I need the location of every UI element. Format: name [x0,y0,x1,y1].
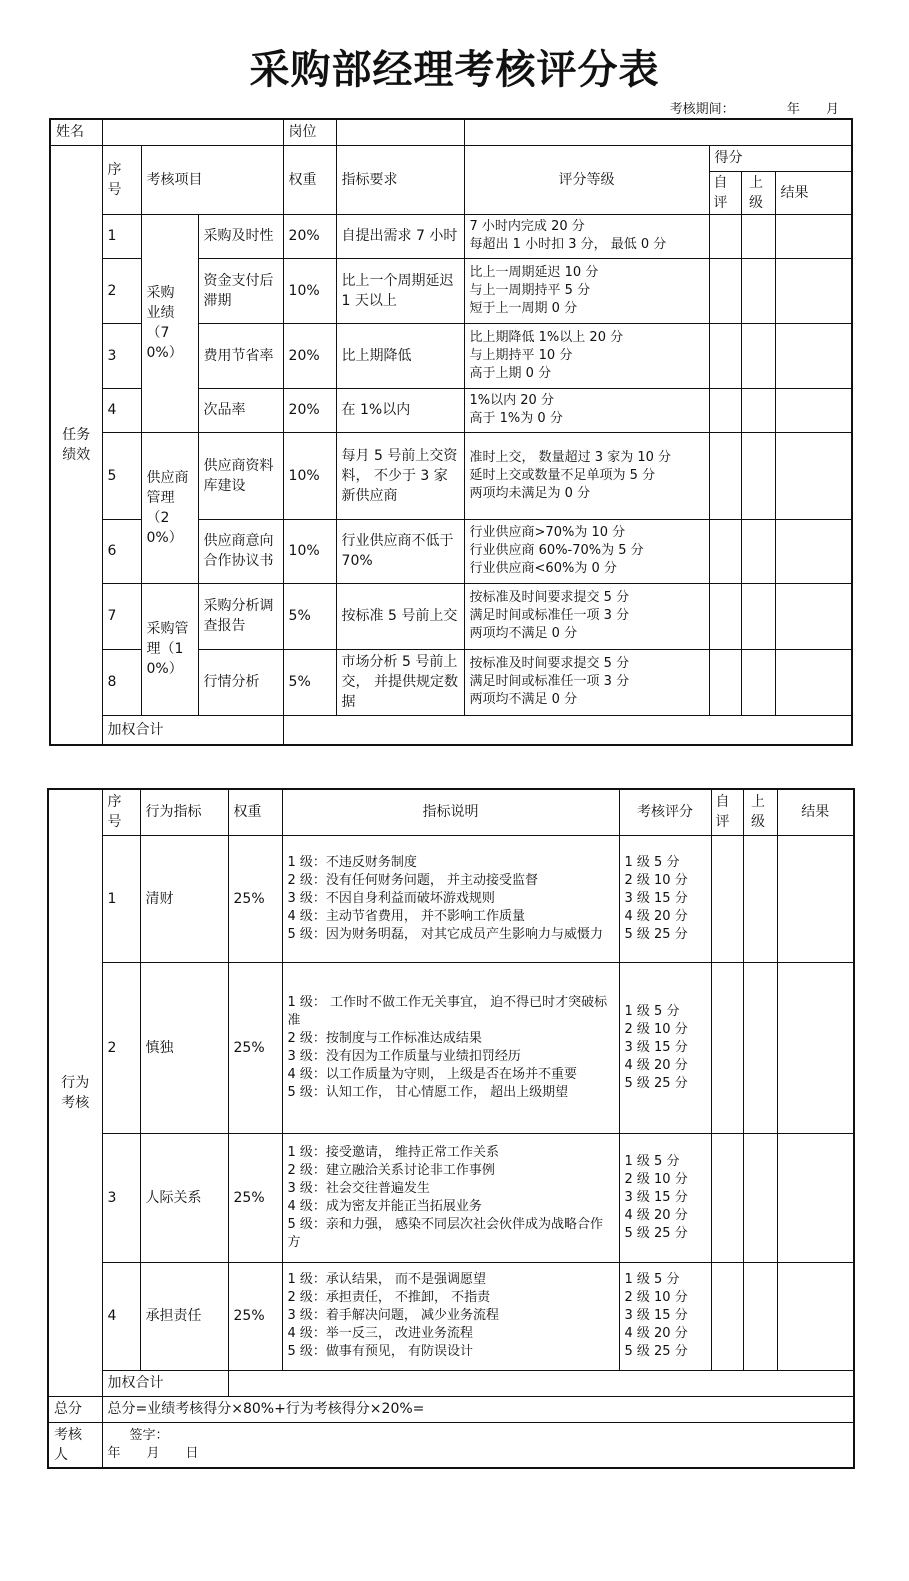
weighted-total-label: 加权合计 [102,715,283,745]
row-item: 供应商意向合作协议书 [198,519,283,583]
position-field-short[interactable] [336,119,464,145]
assessor-signature[interactable] [102,1422,854,1468]
row-no: 4 [102,1262,140,1370]
score-superior[interactable] [741,432,775,519]
row-grade: 比上一周期延迟 10 分 与上一周期持平 5 分 短于上一周期 0 分 [464,258,709,323]
row-grade: 1%以内 20 分 高于 1%为 0 分 [464,388,709,432]
score-self[interactable] [709,258,741,323]
score-self[interactable] [709,214,741,258]
score-superior[interactable] [743,835,777,962]
row-grade: 准时上交， 数量超过 3 家为 10 分 延时上交或数量不足单项为 5 分 两项均未满足为 0 分 [464,432,709,519]
header-description: 指标说明 [282,789,619,835]
table-row [50,715,852,745]
table-row [48,1133,854,1262]
section-label-behavior: 行为考核 [48,789,102,1396]
score-result[interactable] [775,649,852,715]
row-weight: 20% [283,388,336,432]
row-requirement: 行业供应商不低于 70% [336,519,464,583]
row-weight: 5% [283,583,336,649]
section-label-task: 任务绩效 [50,145,102,745]
group-label: 供应商管理（20%） [141,432,198,583]
table-row [48,1262,854,1370]
row-weight: 25% [228,835,282,962]
score-result[interactable] [777,835,854,962]
row-item: 费用节省率 [198,323,283,388]
row-grade: 行业供应商>70%为 10 分 行业供应商 60%-70%为 5 分 行业供应商<60%为 0 分 [464,519,709,583]
header-score: 得分 [709,145,852,171]
table-row [48,835,854,962]
score-result[interactable] [775,323,852,388]
header-weight: 权重 [228,789,282,835]
row-scores: 1 级 5 分 2 级 10 分 3 级 15 分 4 级 20 分 5 级 25 分 [619,835,711,962]
row-indicator: 慎独 [140,962,228,1133]
score-result[interactable] [775,519,852,583]
behavior-assessment-table [47,788,855,1469]
score-superior[interactable] [741,583,775,649]
score-self[interactable] [711,1262,743,1370]
score-result[interactable] [775,388,852,432]
score-self[interactable] [709,583,741,649]
score-result[interactable] [775,258,852,323]
score-result[interactable] [777,1133,854,1262]
row-no: 2 [102,258,141,323]
score-superior[interactable] [741,649,775,715]
row-requirement: 比上期降低 [336,323,464,388]
score-self[interactable] [711,1133,743,1262]
sign-label: 签字： [129,1427,169,1443]
row-weight: 25% [228,1133,282,1262]
row-description: 1 级：接受邀请， 维持正常工作关系 2 级：建立融洽关系讨论非工作事例 3 级：社会交往普遍发生 4 级：成为密友并能正当拓展业务 5 级：亲和力强， 感染不同层次社会伙伴成为战略合作方 [282,1133,619,1262]
row-no: 6 [102,519,141,583]
row-no: 8 [102,649,141,715]
group-label: 采购业绩（70%） [141,214,198,432]
row-no: 1 [102,835,140,962]
position-field[interactable] [464,119,852,145]
row-grade: 按标准及时间要求提交 5 分 满足时间或标准任一项 3 分 两项均不满足 0 分 [464,583,709,649]
header-seq: 序号 [102,789,140,835]
score-self[interactable] [709,519,741,583]
score-self[interactable] [711,962,743,1133]
header-superior: 上级 [743,789,777,835]
row-no: 3 [102,1133,140,1262]
row-indicator: 人际关系 [140,1133,228,1262]
row-no: 7 [102,583,141,649]
score-result[interactable] [775,214,852,258]
table-row [50,432,852,519]
row-description: 1 级：承认结果， 而不是强调愿望 2 级：承担责任， 不推卸， 不指责 3 级：着手解决问题， 减少业务流程 4 级：举一反三， 改进业务流程 5 级：做事有预见， 有防误设计 [282,1262,619,1370]
score-result[interactable] [777,1262,854,1370]
group-label: 采购管理（10%） [141,583,198,715]
table-row [50,214,852,258]
row-description: 1 级： 工作时不做工作无关事宜， 迫不得已时才突破标准 2 级：按制度与工作标准达成结果 3 级：没有因为工作质量与业绩扣罚经历 4 级：以工作质量为守则， 上级是否在场并不重要 5 级：认知工作， 甘心情愿工作， 超出上级期望 [282,962,619,1133]
header-self: 自评 [709,171,741,214]
task-performance-table [49,118,853,746]
sign-date: 年 月 日 [107,1445,199,1461]
table-row [48,962,854,1133]
row-requirement: 市场分析 5 号前上交， 并提供规定数据 [336,649,464,715]
row-no: 3 [102,323,141,388]
weighted-total-field[interactable] [228,1370,854,1396]
score-superior[interactable] [741,214,775,258]
row-item: 采购分析调查报告 [198,583,283,649]
table-row [48,1370,854,1396]
row-requirement: 每月 5 号前上交资料， 不少于 3 家新供应商 [336,432,464,519]
row-grade: 按标准及时间要求提交 5 分 满足时间或标准任一项 3 分 两项均不满足 0 分 [464,649,709,715]
row-indicator: 清财 [140,835,228,962]
row-description: 1 级：不违反财务制度 2 级：没有任何财务问题， 并主动接受监督 3 级：不因自身利益而破坏游戏规则 4 级：主动节省费用， 并不影响工作质量 5 级：因为财务明磊， 对其它成员产生影响力与威慑力 [282,835,619,962]
score-superior[interactable] [743,1262,777,1370]
table-row [48,1422,854,1468]
score-self[interactable] [709,323,741,388]
score-superior[interactable] [743,1133,777,1262]
score-self[interactable] [709,388,741,432]
header-score: 考核评分 [619,789,711,835]
header-requirement: 指标要求 [336,145,464,214]
score-superior[interactable] [741,258,775,323]
row-weight: 20% [283,323,336,388]
score-superior[interactable] [741,388,775,432]
header-result: 结果 [777,789,854,835]
header-indicator: 行为指标 [140,789,228,835]
name-label: 姓名 [50,119,102,145]
row-requirement: 在 1%以内 [336,388,464,432]
score-result[interactable] [775,432,852,519]
period-month: 月 [825,102,839,117]
row-item: 供应商资料库建设 [198,432,283,519]
row-scores: 1 级 5 分 2 级 10 分 3 级 15 分 4 级 20 分 5 级 25 分 [619,1262,711,1370]
header-seq: 序号 [102,145,141,214]
header-item: 考核项目 [141,145,283,214]
table-row [48,1396,854,1422]
row-item: 资金支付后滞期 [198,258,283,323]
row-requirement: 按标准 5 号前上交 [336,583,464,649]
header-superior: 上级 [741,171,775,214]
assessor-label: 考核人 [48,1422,102,1468]
weighted-total-label: 加权合计 [102,1370,228,1396]
weighted-total-field[interactable] [283,715,852,745]
table-row [50,583,852,649]
score-self[interactable] [709,432,741,519]
row-scores: 1 级 5 分 2 级 10 分 3 级 15 分 4 级 20 分 5 级 25 分 [619,1133,711,1262]
overall-score-formula[interactable]: 总分=业绩考核得分×80%+行为考核得分×20%= [102,1396,854,1422]
score-result[interactable] [777,962,854,1133]
row-no: 2 [102,962,140,1133]
score-superior[interactable] [741,323,775,388]
row-weight: 25% [228,1262,282,1370]
row-item: 行情分析 [198,649,283,715]
period-label: 考核期间： [669,102,735,117]
row-indicator: 承担责任 [140,1262,228,1370]
row-grade: 7 小时内完成 20 分 每超出 1 小时扣 3 分， 最低 0 分 [464,214,709,258]
score-superior[interactable] [741,519,775,583]
overall-score-label: 总分 [48,1396,102,1422]
period-year: 年 [786,102,800,117]
name-field[interactable] [102,119,283,145]
row-weight: 25% [228,962,282,1133]
row-no: 4 [102,388,141,432]
header-grade: 评分等级 [464,145,709,214]
row-item: 次品率 [198,388,283,432]
row-no: 1 [102,214,141,258]
row-weight: 5% [283,649,336,715]
row-no: 5 [102,432,141,519]
row-scores: 1 级 5 分 2 级 10 分 3 级 15 分 4 级 20 分 5 级 25 分 [619,962,711,1133]
position-label: 岗位 [283,119,336,145]
row-requirement: 比上一个周期延迟 1 天以上 [336,258,464,323]
header-self: 自评 [711,789,743,835]
row-weight: 10% [283,432,336,519]
score-superior[interactable] [743,962,777,1133]
row-weight: 10% [283,258,336,323]
header-result: 结果 [775,171,852,214]
score-self[interactable] [709,649,741,715]
row-weight: 20% [283,214,336,258]
score-self[interactable] [711,835,743,962]
row-weight: 10% [283,519,336,583]
assessment-period [664,98,839,117]
row-grade: 比上期降低 1%以上 20 分 与上期持平 10 分 高于上期 0 分 [464,323,709,388]
header-weight: 权重 [283,145,336,214]
score-result[interactable] [775,583,852,649]
row-item: 采购及时性 [198,214,283,258]
page-title: 采购部经理考核评分表 [249,47,660,93]
row-requirement: 自提出需求 7 小时 [336,214,464,258]
